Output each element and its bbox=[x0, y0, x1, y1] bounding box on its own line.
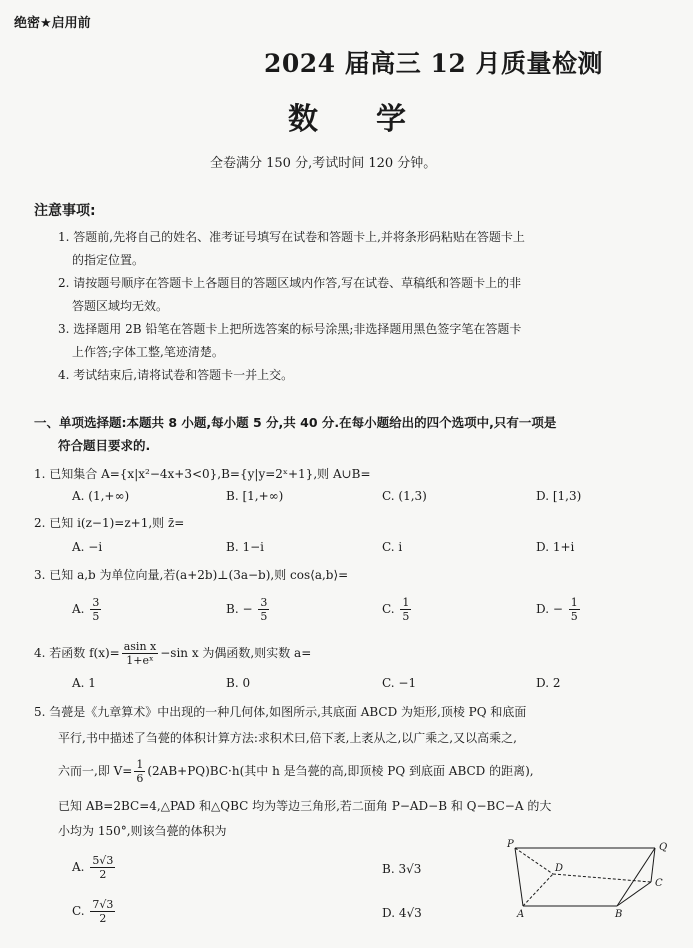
q2-option-b: B. 1−i bbox=[226, 540, 264, 554]
question-5-line: 已知 AB=2BC=4,△PAD 和△QBC 均为等边三角形,若二面角 P−AD−B 和 Q−BC−A 的大 bbox=[58, 799, 552, 813]
q4-option-b: B. 0 bbox=[226, 676, 251, 690]
fraction bbox=[134, 758, 145, 785]
q2-option-c: C. i bbox=[382, 540, 403, 554]
q3-option-d bbox=[536, 596, 582, 623]
fraction bbox=[258, 596, 269, 623]
edge-qb bbox=[617, 848, 655, 906]
exam-title: 2024 届高三 12 月质量检测 bbox=[264, 49, 603, 78]
section-heading: 一、单项选择题:本题共 8 小题,每小题 5 分,共 40 分.在每小题给出的四个选项中,只有一项是 bbox=[34, 415, 557, 430]
edge-pa bbox=[515, 848, 523, 906]
option-label: C. bbox=[72, 904, 85, 918]
question-2-stem: 2. 已知 i(z−1)=z+1,则 z̄= bbox=[34, 516, 185, 530]
option-value: 4√3 bbox=[398, 906, 422, 920]
fraction-numerator: 1 bbox=[136, 758, 144, 771]
fraction-numerator: 1 bbox=[570, 596, 578, 609]
option-label: B. bbox=[226, 602, 239, 616]
notes-heading: 注意事项: bbox=[34, 203, 96, 219]
edge-bc bbox=[617, 882, 651, 906]
fraction-numerator: 7√3 bbox=[92, 898, 114, 911]
q5-option-d bbox=[382, 906, 422, 920]
note-line: 3. 选择题用 2B 铅笔在答题卡上把所选答案的标号涂黑;非选择题用黑色签字笔在答题卡 bbox=[58, 322, 522, 336]
q4-suffix: −sin x 为偶函数,则实数 a= bbox=[160, 646, 312, 660]
q5-option-a bbox=[72, 854, 117, 881]
note-line: 答题区域均无效。 bbox=[72, 299, 169, 313]
q1-option-a: A. (1,+∞) bbox=[72, 489, 130, 503]
q5-option-b bbox=[382, 862, 421, 876]
q4-option-c: C. −1 bbox=[382, 676, 417, 690]
vertex-label: B bbox=[615, 909, 623, 920]
edge-pd bbox=[515, 848, 553, 874]
chumeng-figure bbox=[505, 838, 680, 920]
option-label: A. bbox=[72, 860, 85, 874]
q3-option-a bbox=[72, 596, 103, 623]
q1-option-b: B. [1,+∞) bbox=[226, 489, 284, 503]
note-line: 上作答;字体工整,笔迹清楚。 bbox=[72, 345, 224, 359]
note-line: 的指定位置。 bbox=[72, 253, 145, 267]
fraction-numerator: 5√3 bbox=[92, 854, 114, 867]
question-5-line: 小均为 150°,则该刍甍的体积为 bbox=[58, 824, 227, 838]
q2-option-d: D. 1+i bbox=[536, 540, 575, 554]
fraction-denominator: 1+eˣ bbox=[126, 654, 154, 667]
question-3-stem: 3. 已知 a,b 为单位向量,若(a+2b)⊥(3a−b),则 cos⟨a,b⟩= bbox=[34, 568, 349, 582]
q5-option-c bbox=[72, 898, 117, 925]
q3-option-c bbox=[382, 596, 413, 623]
q4-option-a: A. 1 bbox=[72, 676, 96, 690]
q4-option-d: D. 2 bbox=[536, 676, 561, 690]
fraction bbox=[90, 898, 115, 925]
note-line: 2. 请按题号顺序在答题卡上各题目的答题区域内作答,写在试卷、草稿纸和答题卡上的非 bbox=[58, 276, 522, 290]
q2-option-a: A. −i bbox=[72, 540, 103, 554]
fraction bbox=[122, 640, 159, 667]
fraction-numerator: 1 bbox=[402, 596, 410, 609]
fraction bbox=[90, 596, 101, 623]
q3-option-b bbox=[226, 596, 271, 623]
q1-option-c: C. (1,3) bbox=[382, 489, 427, 503]
vertex-label: C bbox=[655, 878, 663, 889]
fraction bbox=[90, 854, 115, 881]
fraction bbox=[569, 596, 580, 623]
fraction-denominator: 5 bbox=[260, 610, 268, 623]
q4-prefix: 4. 若函数 f(x)= bbox=[34, 646, 120, 660]
fraction-denominator: 6 bbox=[136, 772, 144, 785]
question-5-line: 5. 刍甍是《九章算术》中出现的一种几何体,如图所示,其底面 ABCD 为矩形,顶棱 PQ 和底面 bbox=[34, 705, 527, 719]
vertex-label: D bbox=[555, 863, 564, 874]
option-label: A. bbox=[72, 602, 85, 616]
option-value: 3√3 bbox=[398, 862, 422, 876]
question-5-line: 平行,书中描述了刍甍的体积计算方法:求积术曰,倍下袤,上袤从之,以广乘之,又以高乘之, bbox=[58, 731, 517, 745]
fraction-numerator: 3 bbox=[92, 596, 100, 609]
fraction-denominator: 5 bbox=[402, 610, 410, 623]
option-label: D. bbox=[382, 906, 396, 920]
vertex-label: A bbox=[517, 909, 525, 920]
fraction-denominator: 2 bbox=[99, 912, 107, 925]
vertex-label: Q bbox=[659, 842, 668, 853]
note-line: 1. 答题前,先将自己的姓名、准考证号填写在试卷和答题卡上,并将条形码粘贴在答题卡上 bbox=[58, 230, 525, 244]
question-5-formula-line bbox=[58, 758, 534, 785]
q1-option-d: D. [1,3) bbox=[536, 489, 582, 503]
question-1-stem: 1. 已知集合 A={x|x²−4x+3<0},B={y|y=2ˣ+1},则 A∪B= bbox=[34, 467, 371, 481]
fraction bbox=[400, 596, 411, 623]
fraction-numerator: asin x bbox=[123, 640, 157, 653]
option-label: C. bbox=[382, 602, 395, 616]
exam-info: 全卷满分 150 分,考试时间 120 分钟。 bbox=[210, 156, 437, 171]
option-sign: − bbox=[242, 602, 253, 616]
q5-formula-prefix: 六而一,即 V= bbox=[58, 764, 133, 778]
vertex-label: P bbox=[507, 839, 514, 850]
section-heading-cont: 符合题目要求的. bbox=[58, 438, 151, 453]
option-label: D. bbox=[536, 602, 550, 616]
fraction-denominator: 5 bbox=[92, 610, 100, 623]
option-sign: − bbox=[552, 602, 563, 616]
subject-title: 数学 bbox=[288, 102, 464, 137]
fraction-denominator: 5 bbox=[570, 610, 578, 623]
fraction-numerator: 3 bbox=[260, 596, 268, 609]
edge-dc bbox=[553, 874, 651, 882]
fraction-denominator: 2 bbox=[99, 868, 107, 881]
q5-formula-suffix: (2AB+PQ)BC·h(其中 h 是刍甍的高,即顶棱 PQ 到底面 ABCD 的距离), bbox=[147, 764, 534, 778]
edge-ad bbox=[523, 874, 553, 906]
question-4-stem bbox=[34, 640, 311, 667]
note-line: 4. 考试结束后,请将试卷和答题卡一并上交。 bbox=[58, 368, 294, 382]
option-label: B. bbox=[382, 862, 395, 876]
secret-mark: 绝密★启用前 bbox=[14, 16, 91, 31]
